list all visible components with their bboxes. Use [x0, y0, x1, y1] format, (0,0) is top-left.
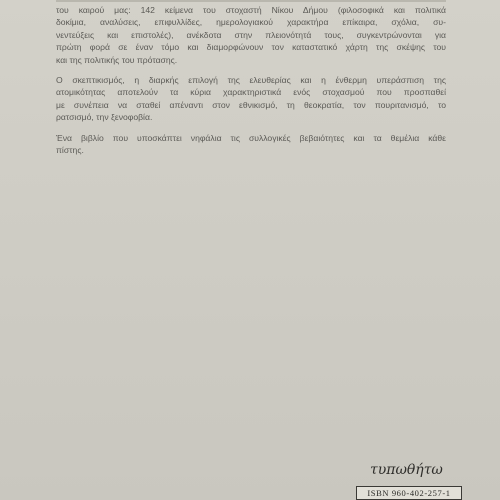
- text-line: δοκίμια, αναλύσεις, επιφυλλίδες, ημερολογιακού χαρακτήρα επίκαιρα, σχόλια, συ-: [56, 17, 446, 28]
- text-line: και της πολιτικής του πρότασης.: [56, 54, 178, 65]
- blurb-paragraph-2: [56, 74, 446, 124]
- text-line: πίστης.: [56, 145, 84, 156]
- text-line: πρώτη φορά σε έναν τόμο και διαμορφώνουν τον καταστατικό χάρτη της σκέψης του: [56, 42, 446, 53]
- text-line: Ο σκεπτικισμός, η διαρκής επιλογή της ελευθερίας και η ένθερμη υπεράσπιση της: [56, 75, 446, 86]
- text-line: νεντεύξεις και επιστολές), ανέκδοτα στην πλειονότητά τους, συγκεντρώνονται για: [56, 29, 446, 40]
- publisher-logo: τυπωθήτω: [370, 462, 443, 478]
- blurb-text: [56, 0, 446, 164]
- blurb-paragraph-1: [56, 4, 446, 66]
- text-line: με συνέπεια να σταθεί απέναντι στον εθνικισμό, τη θεοκρατία, τον πουριτανισμό, το: [56, 99, 446, 110]
- text-line: ρατσισμό, την ξενοφοβία.: [56, 112, 153, 123]
- text-line: Ένα βιβλίο που υποσκάπτει νηφάλια τις συλλογικές βεβαιότητες και τα θεμέλια κάθε: [56, 132, 446, 143]
- text-line: του καιρού μας: 142 κείμενα του στοχαστή Νίκου Δήμου (φιλοσοφικά και πολιτικά: [56, 5, 446, 15]
- text-line: ατομικότητας αποτελούν τα κύρια χαρακτηριστικά ενός στοχασμού που προσπαθεί: [56, 87, 446, 98]
- isbn-label: ISBN 960-402-257-1: [356, 486, 462, 500]
- blurb-paragraph-3: [56, 132, 446, 157]
